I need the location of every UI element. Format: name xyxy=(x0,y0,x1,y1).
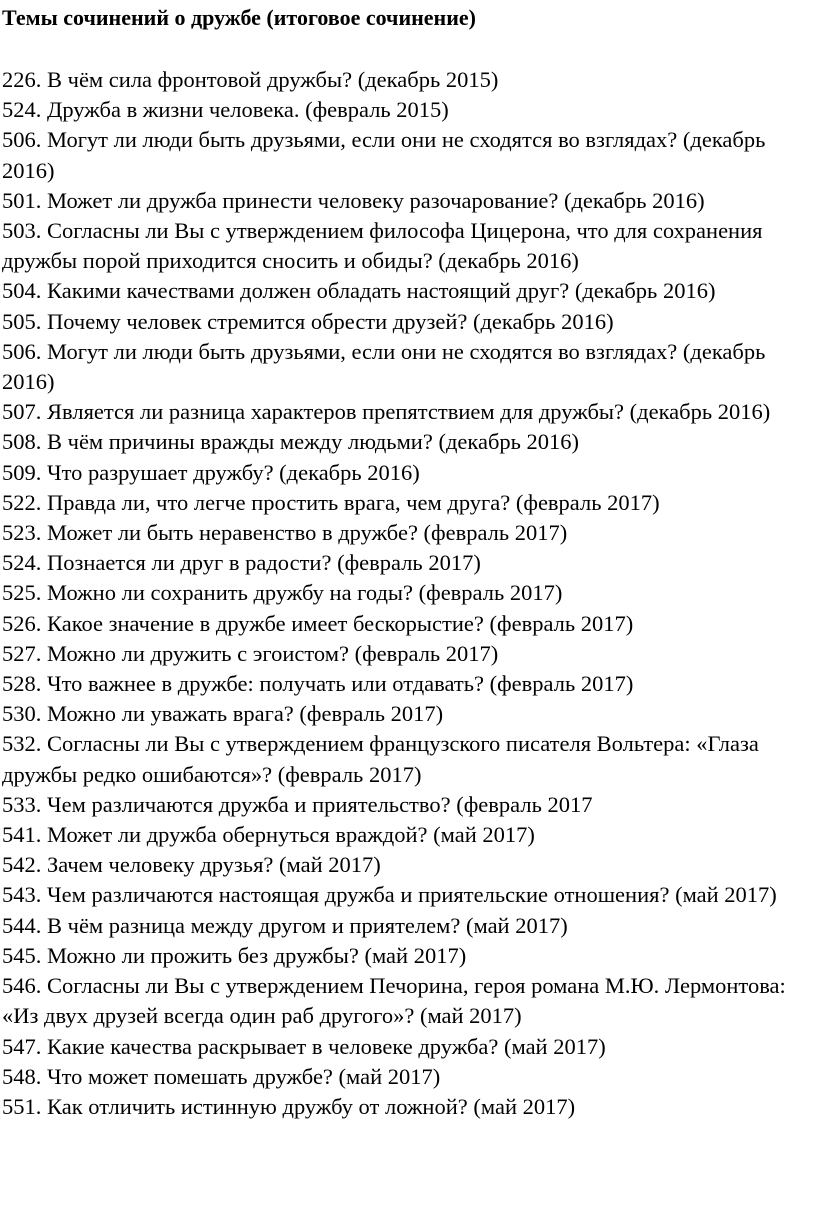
topic-item: 528. Что важнее в дружбе: получать или отдавать? (февраль 2017) xyxy=(2,671,634,697)
topic-item: 504. Какими качествами должен обладать настоящий друг? (декабрь 2016) xyxy=(2,278,716,304)
topic-item: 501. Может ли дружба принести человеку разочарование? (декабрь 2016) xyxy=(2,187,705,213)
topic-item: 526. Какое значение в дружбе имеет бескорыстие? (февраль 2017) xyxy=(2,610,634,636)
topic-item: 506. Могут ли люди быть друзьями, если они не сходятся во взглядах? (декабрь 2016) xyxy=(2,338,766,395)
topic-item: 505. Почему человек стремится обрести друзей? (декабрь 2016) xyxy=(2,308,614,334)
topic-item: 530. Можно ли уважать врага? (февраль 2017) xyxy=(2,701,444,727)
document-title: Темы сочинений о дружбе (итоговое сочинение) xyxy=(2,5,476,30)
topic-item: 525. Можно ли сохранить дружбу на годы? (февраль 2017) xyxy=(2,580,563,606)
topic-item: 509. Что разрушает дружбу? (декабрь 2016) xyxy=(2,459,420,485)
topic-item: 551. Как отличить истинную дружбу от ложной? (май 2017) xyxy=(2,1093,576,1119)
topic-item: 542. Зачем человеку друзья? (май 2017) xyxy=(2,852,381,878)
topic-item: 527. Можно ли дружить с эгоистом? (февраль 2017) xyxy=(2,640,499,666)
topic-item: 548. Что может помешать дружбе? (май 2017) xyxy=(2,1063,441,1089)
topic-item: 503. Согласны ли Вы с утверждением философа Цицерона, что для сохранения дружбы порой приходится сносить и обиды? (декабрь 2016) xyxy=(2,218,763,274)
topic-item: 544. В чём разница между другом и приятелем? (май 2017) xyxy=(2,912,568,938)
topic-list xyxy=(2,65,802,1122)
topic-item: 547. Какие качества раскрывает в человеке дружба? (май 2017) xyxy=(2,1033,606,1059)
topic-item: 524. Познается ли друг в радости? (февраль 2017) xyxy=(2,550,481,576)
topic-item: 523. Может ли быть неравенство в дружбе? (февраль 2017) xyxy=(2,520,568,546)
topic-item: 508. В чём причины вражды между людьми? (декабрь 2016) xyxy=(2,429,580,455)
topic-item: 532. Согласны ли Вы с утверждением французского писателя Вольтера: «Глаза дружбы редко ошибаются»? (февраль 2017) xyxy=(2,731,759,787)
topic-item: 524. Дружба в жизни человека. (февраль 2015) xyxy=(2,97,449,123)
topic-item: 533. Чем различаются дружба и приятельство? (февраль 2017 xyxy=(2,791,593,817)
topic-item: 226. В чём сила фронтовой дружбы? (декабрь 2015) xyxy=(2,67,499,92)
topic-item: 507. Является ли разница характеров препятствием для дружбы? (декабрь 2016) xyxy=(2,399,771,425)
topic-item: 545. Можно ли прожить без дружбы? (май 2017) xyxy=(2,942,467,968)
topic-item: 543. Чем различаются настоящая дружба и приятельские отношения? (май 2017) xyxy=(2,882,777,908)
topic-item: 506. Могут ли люди быть друзьями, если они не сходятся во взглядах? (декабрь 2016) xyxy=(2,127,766,183)
topic-item: 541. Может ли дружба обернуться враждой? (май 2017) xyxy=(2,822,535,848)
topic-item: 522. Правда ли, что легче простить врага, чем друга? (февраль 2017) xyxy=(2,489,660,515)
topic-item: 546. Согласны ли Вы с утверждением Печорина, героя романа М.Ю. Лермонтова: «Из двух друзей всегда один раб другого»? (май 2017) xyxy=(2,973,786,1029)
